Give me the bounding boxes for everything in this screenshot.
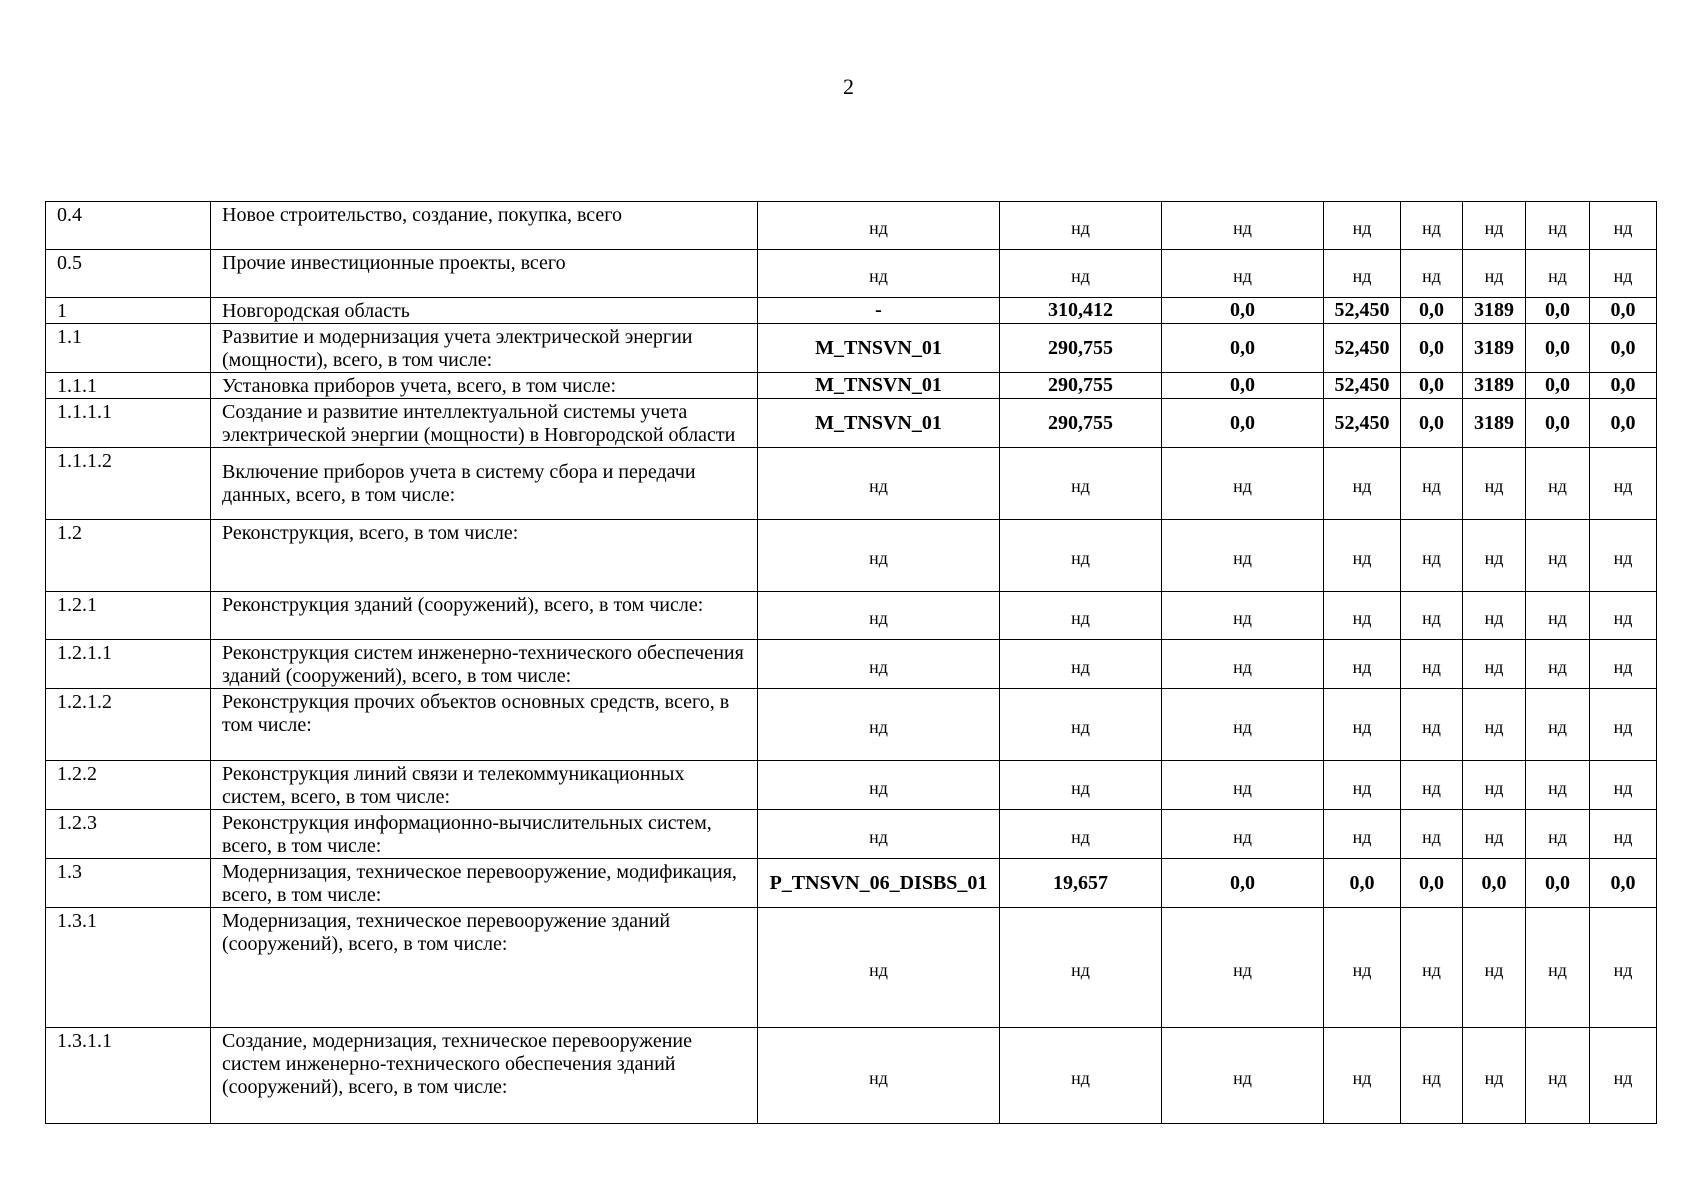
value-cell: 52,450 <box>1324 324 1401 373</box>
value-cell: нд <box>1324 592 1401 640</box>
value-cell: нд <box>1324 448 1401 520</box>
row-name: Прочие инвестиционные проекты, всего <box>211 250 758 298</box>
value-cell: нд <box>1526 640 1590 689</box>
project-id: нд <box>758 592 1000 640</box>
row-name: Реконструкция зданий (сооружений), всего, в том числе: <box>211 592 758 640</box>
value-cell: нд <box>1000 250 1162 298</box>
value-cell: нд <box>1162 761 1324 810</box>
value-cell: нд <box>1463 810 1526 859</box>
value-cell: нд <box>1401 689 1463 761</box>
row-name: Модернизация, техническое перевооружение, модификация, всего, в том числе: <box>211 859 758 908</box>
value-cell: нд <box>1526 520 1590 592</box>
row-name: Новое строительство, создание, покупка, всего <box>211 202 758 250</box>
row-name: Модернизация, техническое перевооружение зданий (сооружений), всего, в том числе: <box>211 908 758 1028</box>
table-row <box>46 908 1657 1028</box>
value-cell: нд <box>1162 592 1324 640</box>
value-cell: нд <box>1324 520 1401 592</box>
value-cell: нд <box>1463 592 1526 640</box>
value-cell: нд <box>1463 250 1526 298</box>
row-number: 1.3.1.1 <box>46 1028 211 1124</box>
value-cell: нд <box>1324 908 1401 1028</box>
value-cell: 52,450 <box>1324 298 1401 324</box>
value-cell: нд <box>1324 689 1401 761</box>
value-cell: нд <box>1000 908 1162 1028</box>
value-cell: нд <box>1401 592 1463 640</box>
value-cell: нд <box>1324 810 1401 859</box>
value-cell: нд <box>1162 689 1324 761</box>
value-cell: 0,0 <box>1401 859 1463 908</box>
project-id: M_TNSVN_01 <box>758 373 1000 399</box>
value-cell: 0,0 <box>1526 859 1590 908</box>
row-name: Реконструкция прочих объектов основных средств, всего, в том числе: <box>211 689 758 761</box>
project-id: нд <box>758 1028 1000 1124</box>
value-cell: 0,0 <box>1590 859 1657 908</box>
value-cell: нд <box>1162 810 1324 859</box>
row-name: Реконструкция, всего, в том числе: <box>211 520 758 592</box>
table-row <box>46 399 1657 448</box>
value-cell: 0,0 <box>1526 399 1590 448</box>
value-cell: нд <box>1162 448 1324 520</box>
value-cell: 0,0 <box>1162 298 1324 324</box>
value-cell: нд <box>1401 520 1463 592</box>
value-cell: 0,0 <box>1401 324 1463 373</box>
row-number: 1.2.3 <box>46 810 211 859</box>
value-cell: нд <box>1162 1028 1324 1124</box>
value-cell: нд <box>1463 689 1526 761</box>
row-number: 1.2.1.2 <box>46 689 211 761</box>
value-cell: нд <box>1590 761 1657 810</box>
table-row <box>46 298 1657 324</box>
value-cell: нд <box>1401 761 1463 810</box>
investment-table <box>45 201 1657 1124</box>
value-cell: нд <box>1590 592 1657 640</box>
value-cell: нд <box>1000 689 1162 761</box>
project-id: нд <box>758 448 1000 520</box>
value-cell: 0,0 <box>1324 859 1401 908</box>
value-cell: нд <box>1463 640 1526 689</box>
row-number: 1.1.1.2 <box>46 448 211 520</box>
value-cell: нд <box>1526 810 1590 859</box>
row-number: 1.1 <box>46 324 211 373</box>
value-cell: нд <box>1162 640 1324 689</box>
value-cell: 52,450 <box>1324 399 1401 448</box>
value-cell: 0,0 <box>1401 373 1463 399</box>
value-cell: нд <box>1000 448 1162 520</box>
value-cell: нд <box>1324 640 1401 689</box>
value-cell: нд <box>1590 520 1657 592</box>
project-id: нд <box>758 761 1000 810</box>
project-id: нд <box>758 810 1000 859</box>
value-cell: нд <box>1324 202 1401 250</box>
value-cell: нд <box>1590 810 1657 859</box>
project-id: M_TNSVN_01 <box>758 324 1000 373</box>
value-cell: нд <box>1401 448 1463 520</box>
value-cell: нд <box>1000 1028 1162 1124</box>
value-cell: нд <box>1526 908 1590 1028</box>
value-cell: нд <box>1590 1028 1657 1124</box>
value-cell: нд <box>1000 592 1162 640</box>
row-name: Реконструкция линий связи и телекоммуникационных систем, всего, в том числе: <box>211 761 758 810</box>
value-cell: нд <box>1162 908 1324 1028</box>
page-number: 2 <box>843 74 854 99</box>
table-row <box>46 202 1657 250</box>
value-cell: нд <box>1463 448 1526 520</box>
value-cell: нд <box>1401 810 1463 859</box>
row-name: Реконструкция информационно-вычислительных систем, всего, в том числе: <box>211 810 758 859</box>
project-id: нд <box>758 908 1000 1028</box>
table-row <box>46 689 1657 761</box>
value-cell: 3189 <box>1463 373 1526 399</box>
value-cell: нд <box>1590 689 1657 761</box>
value-cell: 0,0 <box>1590 298 1657 324</box>
table-row <box>46 373 1657 399</box>
value-cell: нд <box>1590 202 1657 250</box>
table-row <box>46 448 1657 520</box>
value-cell: нд <box>1000 202 1162 250</box>
value-cell: нд <box>1463 520 1526 592</box>
value-cell: 0,0 <box>1526 373 1590 399</box>
project-id: нд <box>758 640 1000 689</box>
value-cell: нд <box>1526 202 1590 250</box>
row-name: Включение приборов учета в систему сбора и передачи данных, всего, в том числе: <box>211 448 758 520</box>
value-cell: нд <box>1526 250 1590 298</box>
value-cell: 0,0 <box>1162 373 1324 399</box>
row-number: 0.5 <box>46 250 211 298</box>
value-cell: 3189 <box>1463 298 1526 324</box>
value-cell: нд <box>1324 1028 1401 1124</box>
row-name: Создание, модернизация, техническое перевооружение систем инженерно-технического обеспечения зданий (сооружений), всего, в том числе: <box>211 1028 758 1124</box>
table-row <box>46 592 1657 640</box>
row-name: Развитие и модернизация учета электрической энергии (мощности), всего, в том числе: <box>211 324 758 373</box>
value-cell: нд <box>1526 592 1590 640</box>
value-cell: 310,412 <box>1000 298 1162 324</box>
value-cell: нд <box>1463 202 1526 250</box>
value-cell: нд <box>1000 520 1162 592</box>
value-cell: 0,0 <box>1162 399 1324 448</box>
value-cell: нд <box>1000 640 1162 689</box>
table-row <box>46 761 1657 810</box>
project-id: - <box>758 298 1000 324</box>
table-row <box>46 324 1657 373</box>
value-cell: 0,0 <box>1162 859 1324 908</box>
table-row <box>46 810 1657 859</box>
value-cell: нд <box>1401 640 1463 689</box>
value-cell: 3189 <box>1463 324 1526 373</box>
value-cell: нд <box>1526 761 1590 810</box>
value-cell: нд <box>1000 810 1162 859</box>
value-cell: нд <box>1162 250 1324 298</box>
row-number: 1.1.1.1 <box>46 399 211 448</box>
value-cell: 290,755 <box>1000 324 1162 373</box>
value-cell: 0,0 <box>1401 298 1463 324</box>
value-cell: 52,450 <box>1324 373 1401 399</box>
table-row <box>46 640 1657 689</box>
row-number: 1.3.1 <box>46 908 211 1028</box>
value-cell: нд <box>1590 250 1657 298</box>
value-cell: 3189 <box>1463 399 1526 448</box>
row-number: 1.2 <box>46 520 211 592</box>
value-cell: нд <box>1401 250 1463 298</box>
value-cell: 0,0 <box>1590 373 1657 399</box>
project-id: M_TNSVN_01 <box>758 399 1000 448</box>
row-number: 0.4 <box>46 202 211 250</box>
row-number: 1.2.1 <box>46 592 211 640</box>
row-number: 1.2.2 <box>46 761 211 810</box>
value-cell: нд <box>1162 520 1324 592</box>
table-row <box>46 520 1657 592</box>
value-cell: нд <box>1590 448 1657 520</box>
row-name: Реконструкция систем инженерно-технического обеспечения зданий (сооружений), всего, в том числе: <box>211 640 758 689</box>
value-cell: нд <box>1324 250 1401 298</box>
table-row <box>46 250 1657 298</box>
value-cell: 0,0 <box>1590 399 1657 448</box>
value-cell: нд <box>1162 202 1324 250</box>
value-cell: 290,755 <box>1000 373 1162 399</box>
value-cell: нд <box>1000 761 1162 810</box>
value-cell: нд <box>1463 761 1526 810</box>
row-name: Установка приборов учета, всего, в том числе: <box>211 373 758 399</box>
value-cell: нд <box>1401 1028 1463 1124</box>
value-cell: 0,0 <box>1401 399 1463 448</box>
value-cell: нд <box>1463 908 1526 1028</box>
project-id: P_TNSVN_06_DISBS_01 <box>758 859 1000 908</box>
value-cell: нд <box>1526 689 1590 761</box>
project-id: нд <box>758 520 1000 592</box>
table-row <box>46 859 1657 908</box>
value-cell: 0,0 <box>1526 324 1590 373</box>
project-id: нд <box>758 250 1000 298</box>
row-number: 1.1.1 <box>46 373 211 399</box>
value-cell: нд <box>1526 448 1590 520</box>
row-number: 1 <box>46 298 211 324</box>
value-cell: нд <box>1463 1028 1526 1124</box>
value-cell: 0,0 <box>1526 298 1590 324</box>
value-cell: 0,0 <box>1162 324 1324 373</box>
row-name: Создание и развитие интеллектуальной системы учета электрической энергии (мощности) в Новгородской области <box>211 399 758 448</box>
row-number: 1.3 <box>46 859 211 908</box>
value-cell: нд <box>1590 640 1657 689</box>
table-row <box>46 1028 1657 1124</box>
project-id: нд <box>758 689 1000 761</box>
value-cell: нд <box>1590 908 1657 1028</box>
row-name: Новгородская область <box>211 298 758 324</box>
value-cell: 0,0 <box>1463 859 1526 908</box>
project-id: нд <box>758 202 1000 250</box>
value-cell: нд <box>1526 1028 1590 1124</box>
value-cell: нд <box>1401 202 1463 250</box>
value-cell: 19,657 <box>1000 859 1162 908</box>
value-cell: 0,0 <box>1590 324 1657 373</box>
row-number: 1.2.1.1 <box>46 640 211 689</box>
value-cell: нд <box>1324 761 1401 810</box>
value-cell: 290,755 <box>1000 399 1162 448</box>
value-cell: нд <box>1401 908 1463 1028</box>
